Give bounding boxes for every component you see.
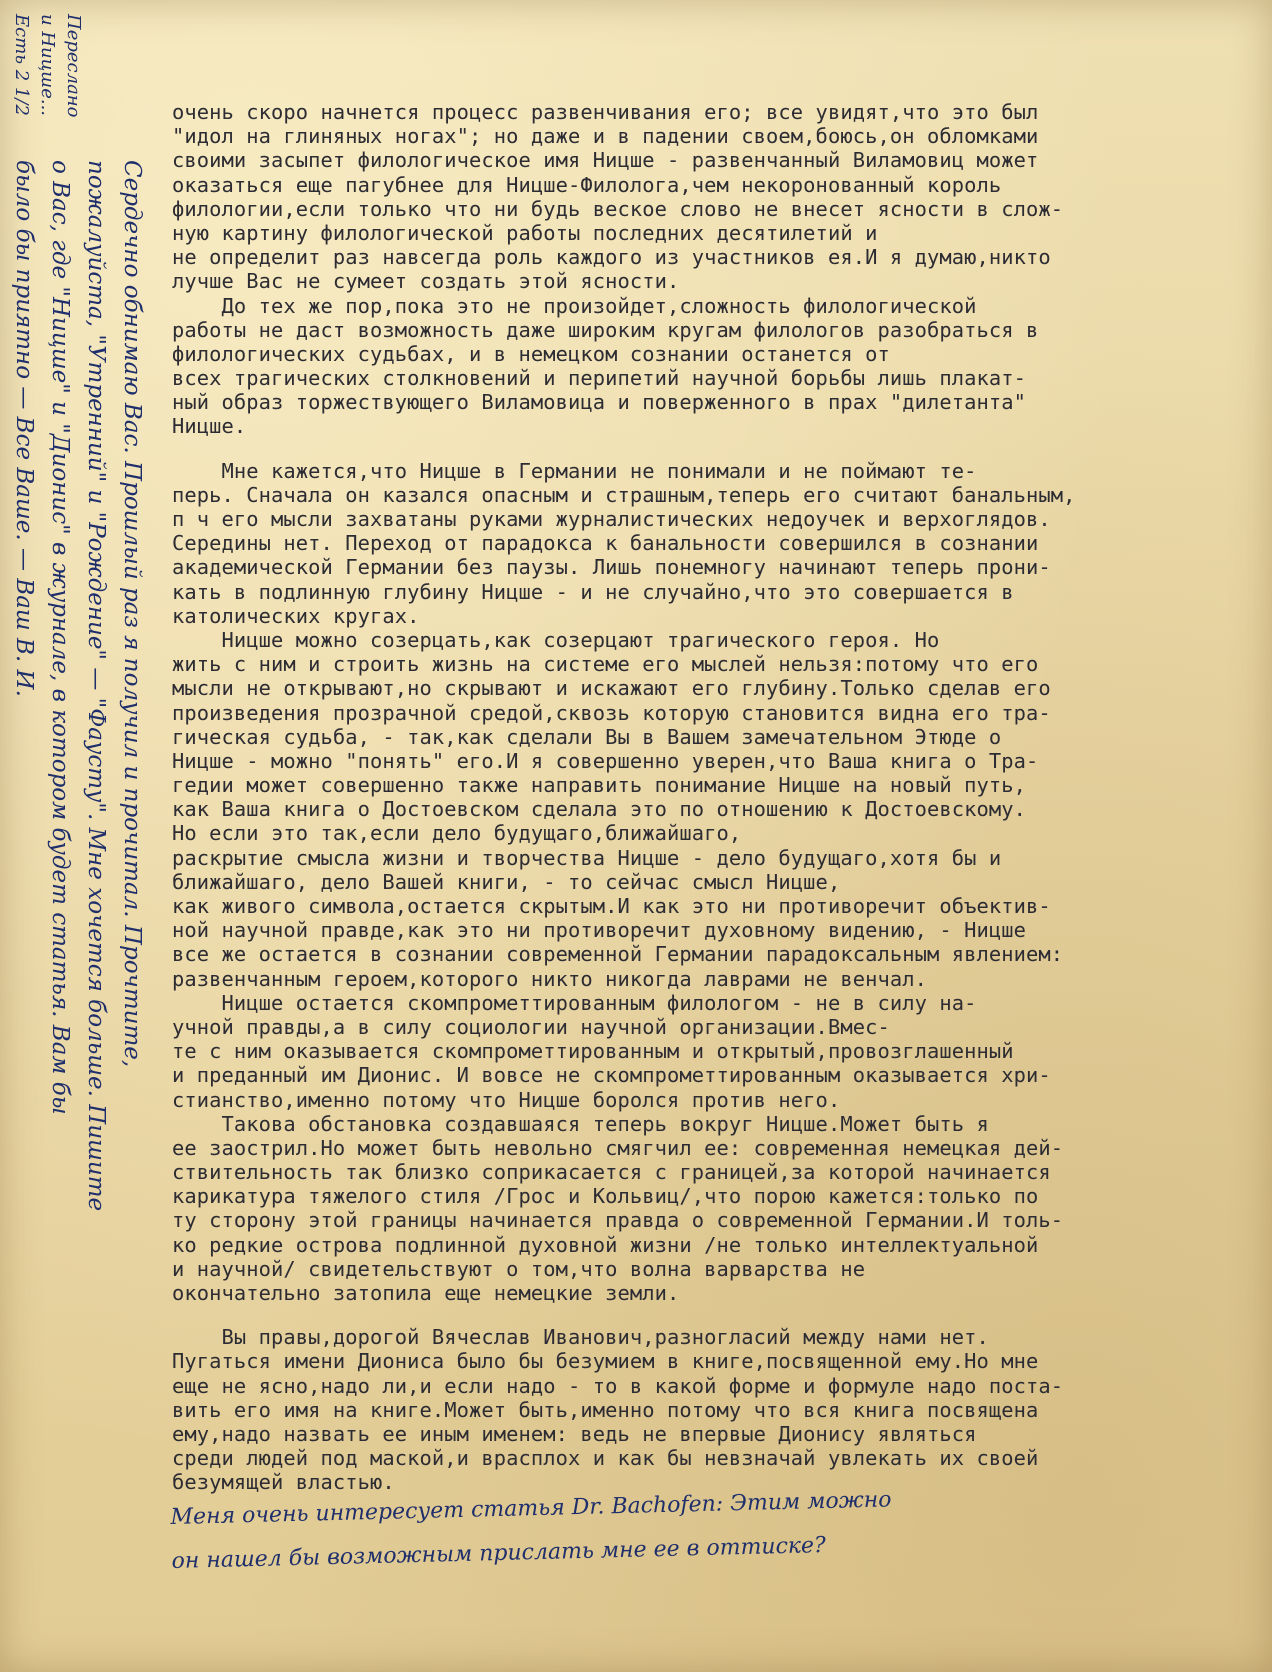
typed-line: Вы правы,дорогой Вячеслав Иванович,разногласий между нами нет. bbox=[172, 1325, 989, 1350]
typed-line: ближайшаго, дело Вашей книги, - то сейчас смысл Ницше, bbox=[172, 869, 841, 894]
typed-line: своими засыпет филологическое имя Ницше - развенчанный Виламовиц может bbox=[172, 148, 1039, 173]
typed-line: Ницше остается скомпрометтированным филологом - не в силу на- bbox=[172, 990, 977, 1015]
typed-line: среди людей под маской,и врасплох и как бы невзначай увлекать их своей bbox=[172, 1446, 1039, 1471]
typed-line: Середины нет. Переход от парадокса к банальности совершился в сознании bbox=[172, 531, 1039, 556]
typed-line: всех трагических столкновений и перипетий научной борьбы лишь плакат- bbox=[172, 366, 1026, 391]
left-margin-handwriting bbox=[6, 160, 150, 1211]
typed-line: филологических судьбах, и в немецком сознании останется от bbox=[172, 341, 890, 366]
typed-line: и научной/ свидетельствуют о том,что волна варварства не bbox=[172, 1256, 866, 1281]
typed-line: очень скоро начнется процесс развенчивания его; все увидят,что это был bbox=[172, 100, 1039, 124]
typed-line: ее заострил.Но может быть невольно смягчил ее: современная немецкая дей- bbox=[172, 1135, 1064, 1160]
typed-line: вить его имя на книге.Может быть,именно потому что вся книга посвящена bbox=[172, 1397, 1039, 1422]
typed-line: еще не ясно,надо ли,и если надо - то в какой форме и формуле надо поста- bbox=[172, 1373, 1064, 1398]
typed-line: окончательно затопила еще немецкие земли. bbox=[172, 1281, 680, 1305]
typed-line: ему,надо назвать ее иным именем: ведь не впервые Дионису являться bbox=[172, 1421, 977, 1446]
typed-line: оказаться еще пагубнее для Ницше-Филолога,чем некоронованный король bbox=[172, 172, 1002, 197]
typed-line: академической Германии без паузы. Лишь понемногу начинают теперь прони- bbox=[172, 555, 1051, 580]
handwritten-line: Меня очень интересует статья Dr. Bachofen: Этим можно bbox=[170, 1487, 892, 1530]
typed-line: Пугаться имени Диониса было бы безумием в книге,посвященной ему.Но мне bbox=[172, 1349, 1039, 1374]
handwritten-line: он нашел бы возможным прислать мне ее в оттиске? bbox=[171, 1532, 827, 1574]
handwritten-line: Сердечно обнимаю Вас. Прошлый раз я получил и прочитал. Прочтите, bbox=[119, 160, 145, 1068]
typed-line: жить с ним и строить жизнь на системе его мыслей нельзя:потому что его bbox=[172, 652, 1039, 677]
typed-line: безумящей властью. bbox=[172, 1470, 395, 1495]
typed-line: как Ваша книга о Достоевском сделала это по отношению к Достоевскому. bbox=[172, 797, 1026, 822]
typed-line: все же остается в сознании современной Германии парадоксальным явлением: bbox=[172, 942, 1064, 967]
typed-line: карикатура тяжелого стиля /Грос и Кольвиц/,что порою кажется:только по bbox=[172, 1184, 1039, 1209]
typed-line: ную картину филологической работы последних десятилетий и bbox=[172, 220, 878, 245]
typed-line: Такова обстановка создавшаяся теперь вокруг Ницше.Может быть я bbox=[172, 1111, 989, 1136]
handwritten-line: и Ницше... bbox=[37, 14, 58, 117]
typed-line: кать в подлинную глубину Ницше - и не случайно,что это совершается в bbox=[172, 579, 1014, 604]
typed-line: До тех же пор,пока это не произойдет,сложность филологической bbox=[172, 293, 977, 318]
typed-line: ствительность так близко соприкасается с границей,за которой начинается bbox=[172, 1160, 1051, 1185]
typed-line: произведения прозрачной средой,сквозь которую становится видна его тра- bbox=[172, 700, 1051, 725]
handwritten-line: было бы приятно — Все Ваше. — Ваш В. И. bbox=[11, 160, 37, 697]
typed-line: Ницше можно созерцать,как созерцают трагического героя. Но bbox=[172, 627, 940, 652]
typed-line: Ницше. bbox=[172, 414, 247, 439]
handwritten-line: о Вас, где "Ницше" и "Дионис" в журнале, в котором будет статья. Вам бы bbox=[47, 160, 73, 1115]
typewritten-text bbox=[172, 100, 1244, 1495]
typed-line: раскрытие смысла жизни и творчества Ницше - дело будущаго,хотя бы и bbox=[172, 845, 1002, 870]
typed-line: учной правды,а в силу социологии научной организации.Вмес- bbox=[172, 1014, 890, 1039]
top-margin-handwriting bbox=[8, 14, 86, 118]
handwritten-line: пожалуйста, "Утренний" и "Рождение" — "Фаусту". Мне хочется больше. Пишите bbox=[83, 160, 109, 1212]
paragraph-gap bbox=[172, 1305, 1244, 1325]
typed-line: и преданный им Дионис. И вовсе не скомпрометтированным оказывается хри- bbox=[172, 1063, 1051, 1088]
handwritten-line: Есть 2 1/2 bbox=[11, 14, 32, 116]
typed-line: Мне кажется,что Ницше в Германии не понимали и не поймают те- bbox=[172, 458, 977, 483]
typed-line: католических кругах. bbox=[172, 603, 420, 628]
typed-line: филологии,если только что ни будь веское слово не внесет ясности в слож- bbox=[172, 196, 1064, 221]
typed-line: мысли не открывают,но скрывают и искажают его глубину.Только сделав его bbox=[172, 676, 1051, 701]
typed-line: Но если это так,если дело будущаго,ближайшаго, bbox=[172, 821, 742, 846]
typed-line: гическая судьба, - так,как сделали Вы в Вашем замечательном Этюде о bbox=[172, 724, 1002, 749]
typed-line: ту сторону этой границы начинается правда о современной Германии.И толь- bbox=[172, 1208, 1064, 1233]
typed-line: работы не даст возможность даже широким кругам филологов разобраться в bbox=[172, 317, 1039, 342]
typed-line: ко редкие острова подлинной духовной жизни /не только интеллектуальной bbox=[172, 1232, 1039, 1257]
handwritten-line: Переслано bbox=[63, 14, 84, 118]
typed-line: п ч его мысли захватаны руками журналистических недоучек и верхоглядов. bbox=[172, 507, 1051, 531]
typed-line: лучше Вас не сумеет создать этой ясности. bbox=[172, 269, 680, 294]
typed-line: Ницше - можно "понять" его.И я совершенно уверен,что Ваша книга о Тра- bbox=[172, 748, 1039, 773]
typed-line: "идол на глиняных ногах"; но даже и в падении своем,боюсь,он обломками bbox=[172, 124, 1039, 149]
typed-line: развенчанным героем,которого никто никогда лаврами не венчал. bbox=[172, 966, 927, 991]
typed-line: гедии может совершенно также направить понимание Ницше на новый путь, bbox=[172, 773, 1026, 798]
typed-line: те с ним оказывается скомпрометтированным и открытый,провозглашенный bbox=[172, 1039, 1014, 1064]
typed-line: как живого символа,остается скрытым.И как это ни противоречит объектив- bbox=[172, 894, 1051, 918]
typed-line: перь. Сначала он казался опасным и страшным,теперь его считают банальным, bbox=[172, 482, 1076, 507]
paragraph-gap bbox=[172, 439, 1244, 459]
typed-line: стианство,именно потому что Ницше боролся против него. bbox=[172, 1087, 841, 1112]
typed-line: ный образ торжествующего Виламовица и поверженного в прах "дилетанта" bbox=[172, 390, 1026, 415]
typed-line: не определит раз навсегда роль каждого из участников ея.И я думаю,никто bbox=[172, 245, 1051, 270]
typed-line: ной научной правде,как это ни противоречит духовному видению, - Ницше bbox=[172, 918, 1026, 943]
